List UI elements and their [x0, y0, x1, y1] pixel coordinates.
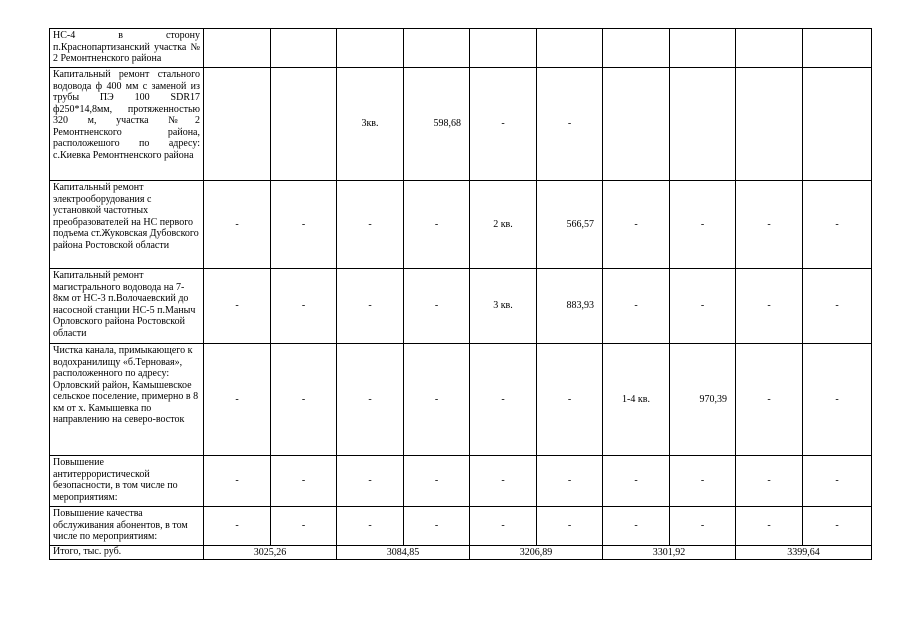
value-cell — [271, 68, 337, 181]
value-cell: - — [271, 269, 337, 344]
table-row — [50, 269, 872, 344]
quarter-cell: - — [736, 269, 803, 344]
quarter-cell: - — [470, 507, 537, 546]
quarter-cell: 1-4 кв. — [603, 344, 670, 456]
quarter-cell — [204, 29, 271, 68]
value-cell: - — [537, 456, 603, 507]
quarter-cell: - — [470, 456, 537, 507]
value-cell: 970,39 — [670, 344, 736, 456]
quarter-cell: - — [337, 181, 404, 269]
value-cell: - — [670, 269, 736, 344]
quarter-cell: - — [337, 456, 404, 507]
row-description: НС-4 в сторону п.Краснопартизанский участка № 2 Ремонтненского района — [50, 29, 204, 68]
value-cell: - — [404, 507, 470, 546]
quarter-cell — [337, 29, 404, 68]
row-description: Повышение качества обслуживания абонентов, в том числе по мероприятиям: — [50, 507, 204, 546]
row-description: Капитальный ремонт магистрального водовода на 7-8км от НС-3 п.Волочаевский до насосной станции НС-5 п.Маныч Орловского района Ростовской области — [50, 269, 204, 344]
quarter-cell: - — [470, 344, 537, 456]
value-cell: - — [271, 456, 337, 507]
value-cell: 883,93 — [537, 269, 603, 344]
value-cell — [803, 68, 872, 181]
quarter-cell — [470, 29, 537, 68]
table-row — [50, 29, 872, 68]
value-cell: - — [404, 456, 470, 507]
quarter-cell: - — [736, 344, 803, 456]
value-cell: - — [404, 269, 470, 344]
quarter-cell: 3 кв. — [470, 269, 537, 344]
row-description: Капитальный ремонт стального водовода ф 400 мм с заменой из трубы ПЭ 100 SDR17 ф250*14,8мм, протяженностью 320 м, участка №2 Ремонтненского района, расположешого по адресу: с.Киевка Ремонтненского района — [50, 68, 204, 181]
quarter-cell: - — [337, 507, 404, 546]
value-cell — [271, 29, 337, 68]
quarter-cell: - — [603, 507, 670, 546]
quarter-cell: 3кв. — [337, 68, 404, 181]
value-cell: 566,57 — [537, 181, 603, 269]
quarter-cell: - — [736, 181, 803, 269]
quarter-cell: - — [470, 68, 537, 181]
total-row — [50, 546, 872, 560]
value-cell — [670, 68, 736, 181]
table-row — [50, 181, 872, 269]
value-cell: - — [537, 507, 603, 546]
value-cell: - — [803, 269, 872, 344]
quarter-cell: - — [204, 344, 271, 456]
quarter-cell: 2 кв. — [470, 181, 537, 269]
value-cell: - — [803, 181, 872, 269]
quarter-cell: - — [736, 456, 803, 507]
value-cell — [404, 29, 470, 68]
table-row — [50, 507, 872, 546]
quarter-cell: - — [337, 344, 404, 456]
quarter-cell — [603, 29, 670, 68]
quarter-cell: - — [204, 456, 271, 507]
total-value: 3206,89 — [470, 546, 603, 560]
value-cell — [670, 29, 736, 68]
quarter-cell: - — [204, 269, 271, 344]
quarter-cell: - — [736, 507, 803, 546]
total-label: Итого, тыс. руб. — [50, 546, 204, 560]
row-description: Чистка канала, примыкающего к водохранилищу «б.Терновая», расположенного по адресу: Орловский район, Камышевское сельское поселение, примерно в 8 км от х. Камышевка по направлению на северо-восток — [50, 344, 204, 456]
value-cell: - — [271, 507, 337, 546]
value-cell: - — [803, 507, 872, 546]
quarter-cell — [736, 68, 803, 181]
row-description: Капитальный ремонт электрооборудования с установкой частотных преобразователей на НС первого подъема ст.Жуковская Дубовского района Ростовской области — [50, 181, 204, 269]
value-cell: - — [404, 181, 470, 269]
value-cell: - — [670, 456, 736, 507]
total-value: 3084,85 — [337, 546, 470, 560]
quarter-cell: - — [603, 456, 670, 507]
value-cell — [803, 29, 872, 68]
value-cell: 598,68 — [404, 68, 470, 181]
program-table — [49, 28, 872, 560]
value-cell: - — [271, 181, 337, 269]
value-cell: - — [271, 344, 337, 456]
value-cell: - — [537, 344, 603, 456]
total-value: 3025,26 — [204, 546, 337, 560]
quarter-cell: - — [337, 269, 404, 344]
value-cell: - — [404, 344, 470, 456]
quarter-cell: - — [603, 269, 670, 344]
value-cell — [537, 29, 603, 68]
table-row — [50, 344, 872, 456]
quarter-cell — [736, 29, 803, 68]
total-value: 3399,64 — [736, 546, 872, 560]
value-cell: - — [803, 344, 872, 456]
value-cell: - — [670, 507, 736, 546]
quarter-cell: - — [204, 181, 271, 269]
quarter-cell — [204, 68, 271, 181]
quarter-cell: - — [603, 181, 670, 269]
quarter-cell: - — [204, 507, 271, 546]
value-cell: - — [670, 181, 736, 269]
value-cell: - — [537, 68, 603, 181]
total-value: 3301,92 — [603, 546, 736, 560]
row-description: Повышение антитеррористической безопасности, в том числе по мероприятиям: — [50, 456, 204, 507]
table-row — [50, 456, 872, 507]
quarter-cell — [603, 68, 670, 181]
table-row — [50, 68, 872, 181]
value-cell: - — [803, 456, 872, 507]
